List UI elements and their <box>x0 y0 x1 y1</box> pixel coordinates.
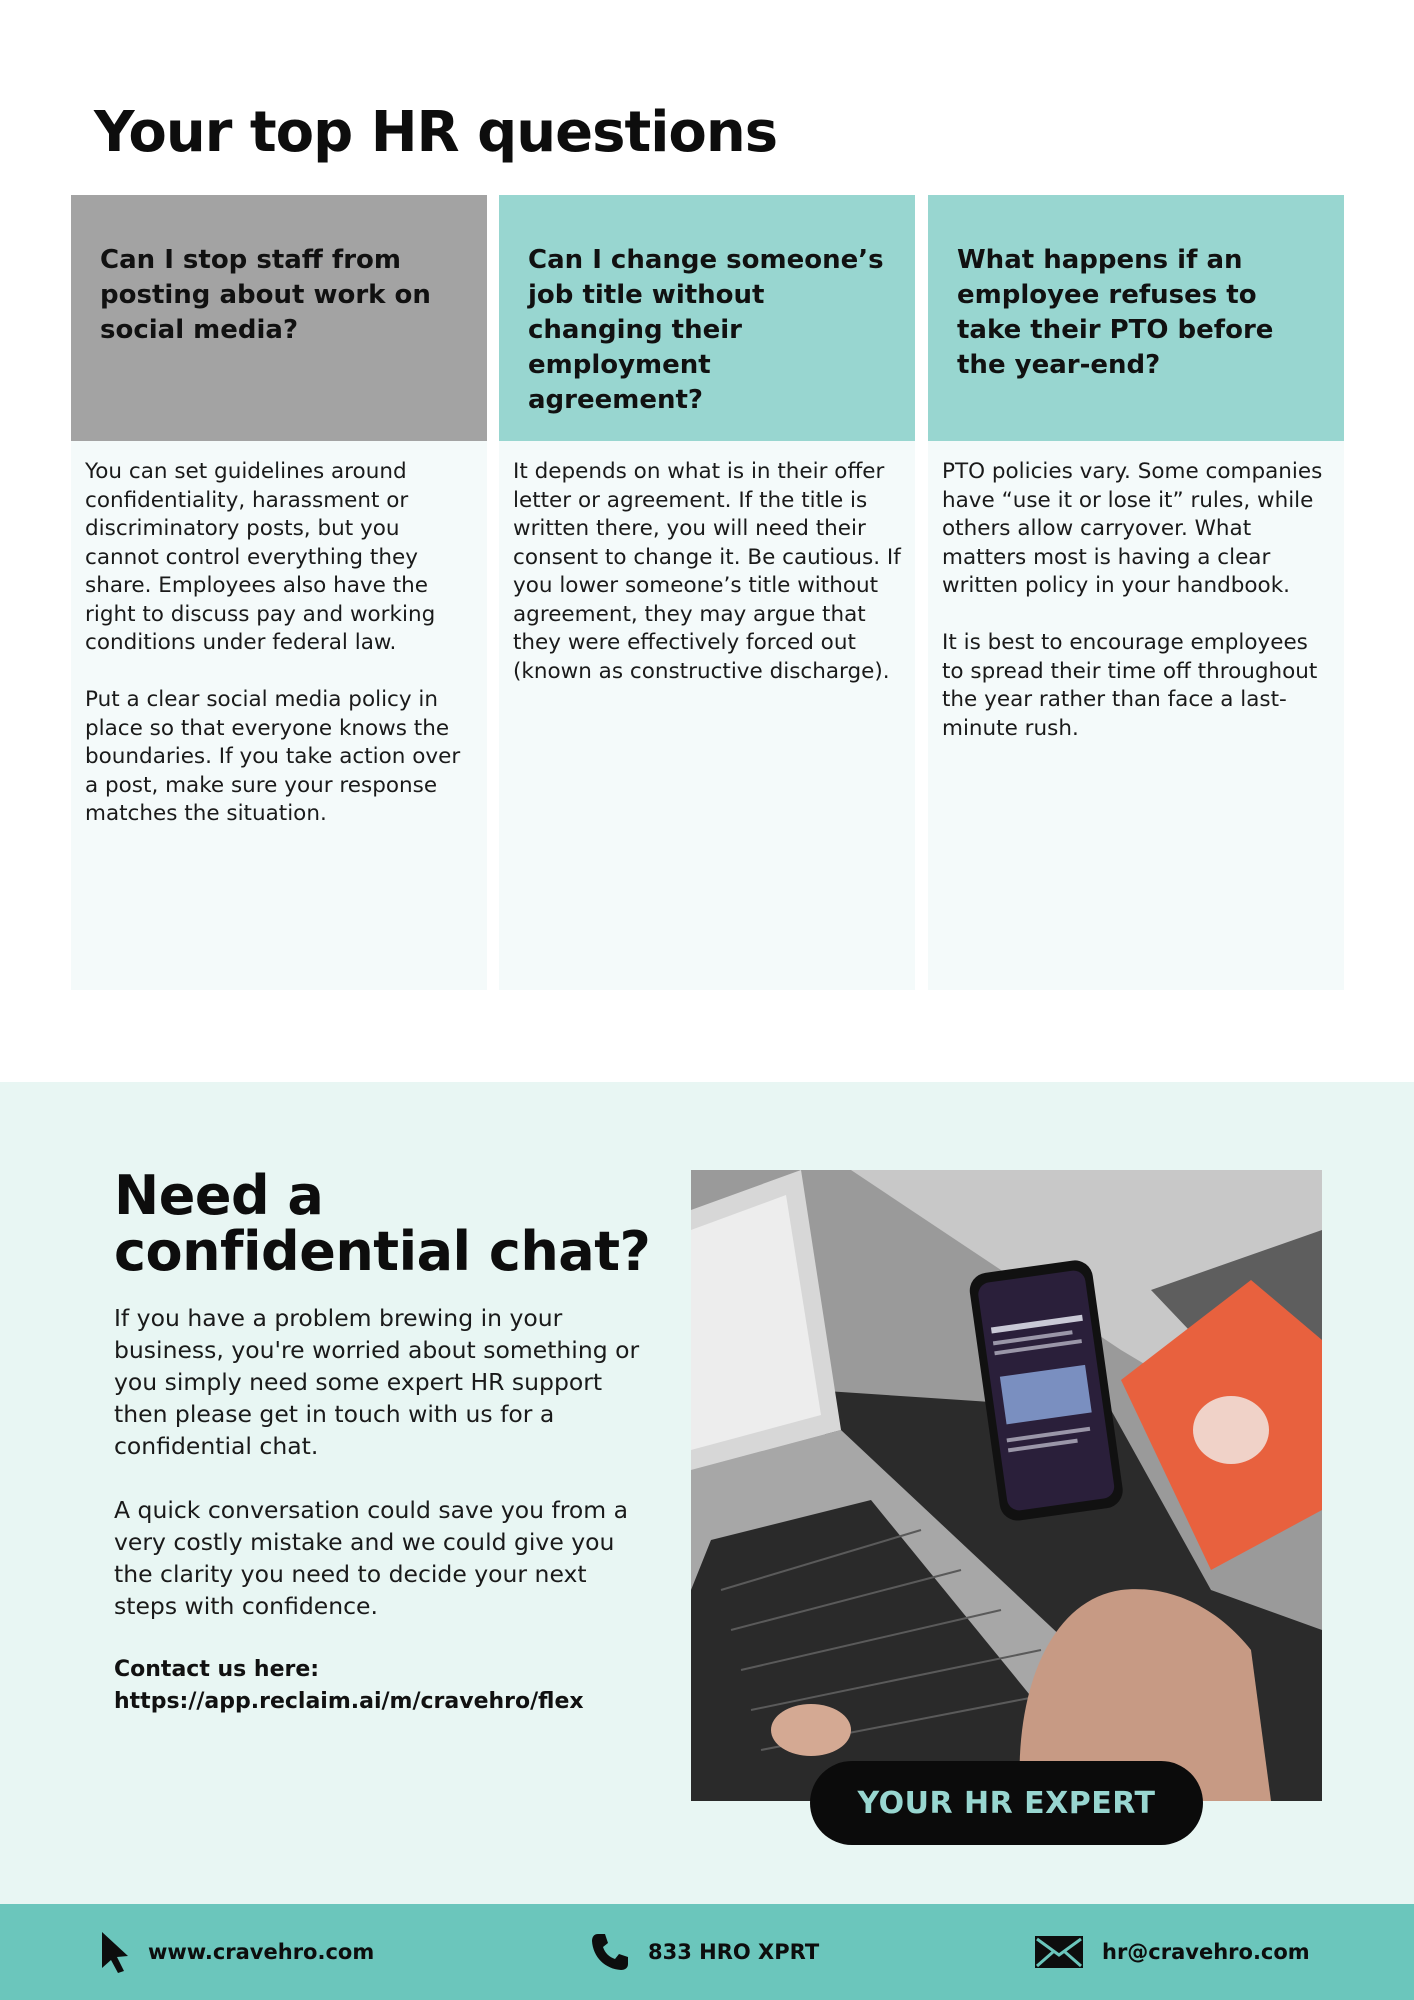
footer-website[interactable] <box>100 1904 374 2000</box>
contact-block <box>114 1654 584 1718</box>
contact-label: Contact us here: <box>114 1657 320 1682</box>
hr-expert-badge: YOUR HR EXPERT <box>810 1761 1203 1845</box>
faq-cards <box>71 195 1344 990</box>
faq-answer <box>499 441 915 686</box>
website-text: www.cravehro.com <box>148 1940 375 1964</box>
faq-answer <box>928 441 1344 743</box>
answer-paragraph: It depends on what is in their offer letter or agreement. If the title is written there, you will need their consent to change it. Be cautious. If you lower someone’s title without agreement, they may argue that they were effectively forced out (known as constructive discharge). <box>513 459 901 684</box>
phone-icon <box>590 1932 630 1972</box>
faq-card-social-media <box>71 195 487 990</box>
faq-card-pto <box>928 195 1344 990</box>
faq-question: Can I stop staff from posting about work on social media? <box>71 195 487 441</box>
faq-question: Can I change someone’s job title without changing their employment agreement? <box>499 195 915 441</box>
footer-bar <box>0 1904 1414 2000</box>
email-text: hr@cravehro.com <box>1102 1940 1310 1964</box>
photo-illustration <box>691 1170 1322 1801</box>
chat-paragraph: If you have a problem brewing in your business, you're worried about something or you simply need some expert HR support then please get in touch with us for a confidential chat. <box>114 1304 640 1460</box>
cursor-icon <box>100 1930 130 1974</box>
answer-paragraph: Put a clear social media policy in place so that everyone knows the boundaries. If you take action over a post, make sure your response matches the situation. <box>85 687 461 826</box>
confidential-chat-section <box>0 1082 1414 1904</box>
faq-card-job-title <box>499 195 915 990</box>
answer-paragraph: It is best to encourage employees to spread their time off throughout the year rather than face a last-minute rush. <box>942 630 1318 741</box>
answer-paragraph: You can set guidelines around confidentiality, harassment or discriminatory posts, but you cannot control everything they share. Employees also have the right to discuss pay and working conditions under federal law. <box>85 459 436 655</box>
contact-link[interactable]: https://app.reclaim.ai/m/cravehro/flex <box>114 1689 584 1714</box>
chat-paragraph: A quick conversation could save you from a very costly mistake and we could give you the clarity you need to decide your next steps with confidence. <box>114 1496 629 1620</box>
answer-paragraph: PTO policies vary. Some companies have “use it or lose it” rules, while others allow carryover. What matters most is having a clear written policy in your handbook. <box>942 459 1323 598</box>
page-title: Your top HR questions <box>94 100 778 165</box>
chat-title: Need a confidential chat? <box>114 1164 651 1283</box>
footer-email[interactable] <box>1034 1904 1310 2000</box>
footer-phone[interactable] <box>590 1904 819 2000</box>
faq-question: What happens if an employee refuses to take their PTO before the year-end? <box>928 195 1344 441</box>
mail-icon <box>1034 1935 1084 1969</box>
phone-text: 833 HRO XPRT <box>648 1940 820 1964</box>
laptop-phone-photo <box>691 1170 1322 1801</box>
chat-text <box>114 1302 644 1654</box>
faq-answer <box>71 441 487 829</box>
